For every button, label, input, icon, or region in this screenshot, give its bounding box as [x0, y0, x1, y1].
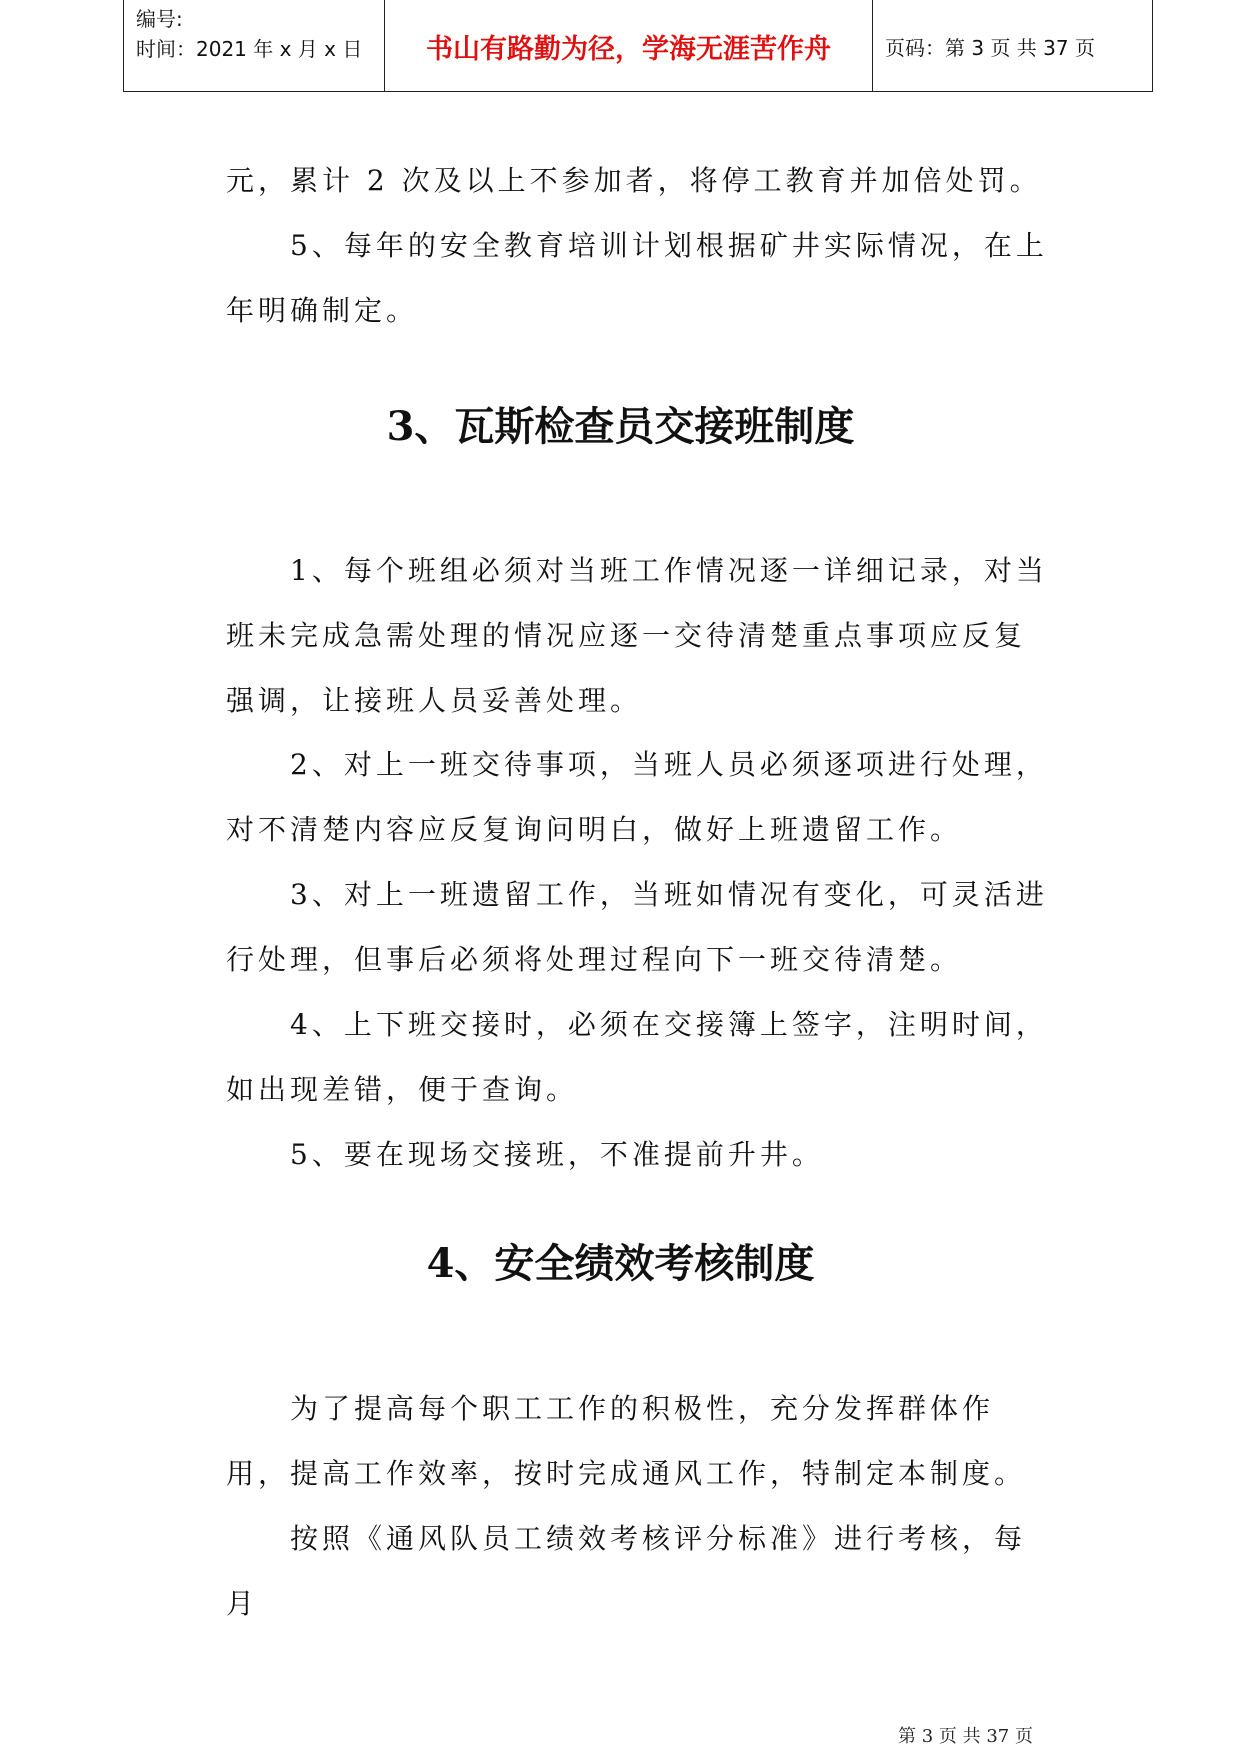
paragraph: 4、上下班交接时，必须在交接簿上签字，注明时间，如出现差错，便于查询。: [226, 1008, 1048, 1106]
paragraph: 按照《通风队员工绩效考核评分标准》进行考核，每月: [226, 1522, 1027, 1620]
section-heading: 4、安全绩效考核制度: [426, 1240, 815, 1287]
header-info-cell: [124, 0, 385, 92]
page-footer: 第 3 页 共 37 页: [898, 1726, 1033, 1747]
motto-text: 书山有路勤为径，学海无涯苦作舟: [426, 33, 831, 65]
paragraph: 3、对上一班遗留工作，当班如情况有变化，可灵活进行处理，但事后必须将处理过程向下一班交待清楚。: [226, 878, 1048, 976]
paragraph: 5、每年的安全教育培训计划根据矿井实际情况，在上年明确制定。: [226, 229, 1048, 327]
header-motto-cell: [385, 0, 873, 92]
number-label: 编号:: [136, 7, 183, 31]
page-number-label: 页码：第 3 页 共 37 页: [885, 35, 1095, 60]
header-page-cell: [873, 0, 1152, 92]
paragraph: 元，累计 2 次及以上不参加者，将停工教育并加倍处罚。: [226, 164, 1042, 197]
paragraph: 1、每个班组必须对当班工作情况逐一详细记录，对当班未完成急需处理的情况应逐一交待清楚重点事项应反复强调，让接班人员妥善处理。: [226, 554, 1048, 717]
section-heading: 3、瓦斯检查员交接班制度: [386, 403, 855, 450]
paragraph: 2、对上一班交待事项，当班人员必须逐项进行处理，对不清楚内容应反复询问明白，做好上班遗留工作。: [226, 748, 1048, 846]
paragraph: 5、要在现场交接班，不准提前升井。: [290, 1138, 824, 1171]
date-label: 时间：2021 年 x 月 x 日: [136, 37, 363, 61]
paragraph: 为了提高每个职工工作的积极性，充分发挥群体作用，提高工作效率，按时完成通风工作，特制定本制度。: [226, 1392, 1027, 1490]
page-header: [123, 0, 1153, 92]
